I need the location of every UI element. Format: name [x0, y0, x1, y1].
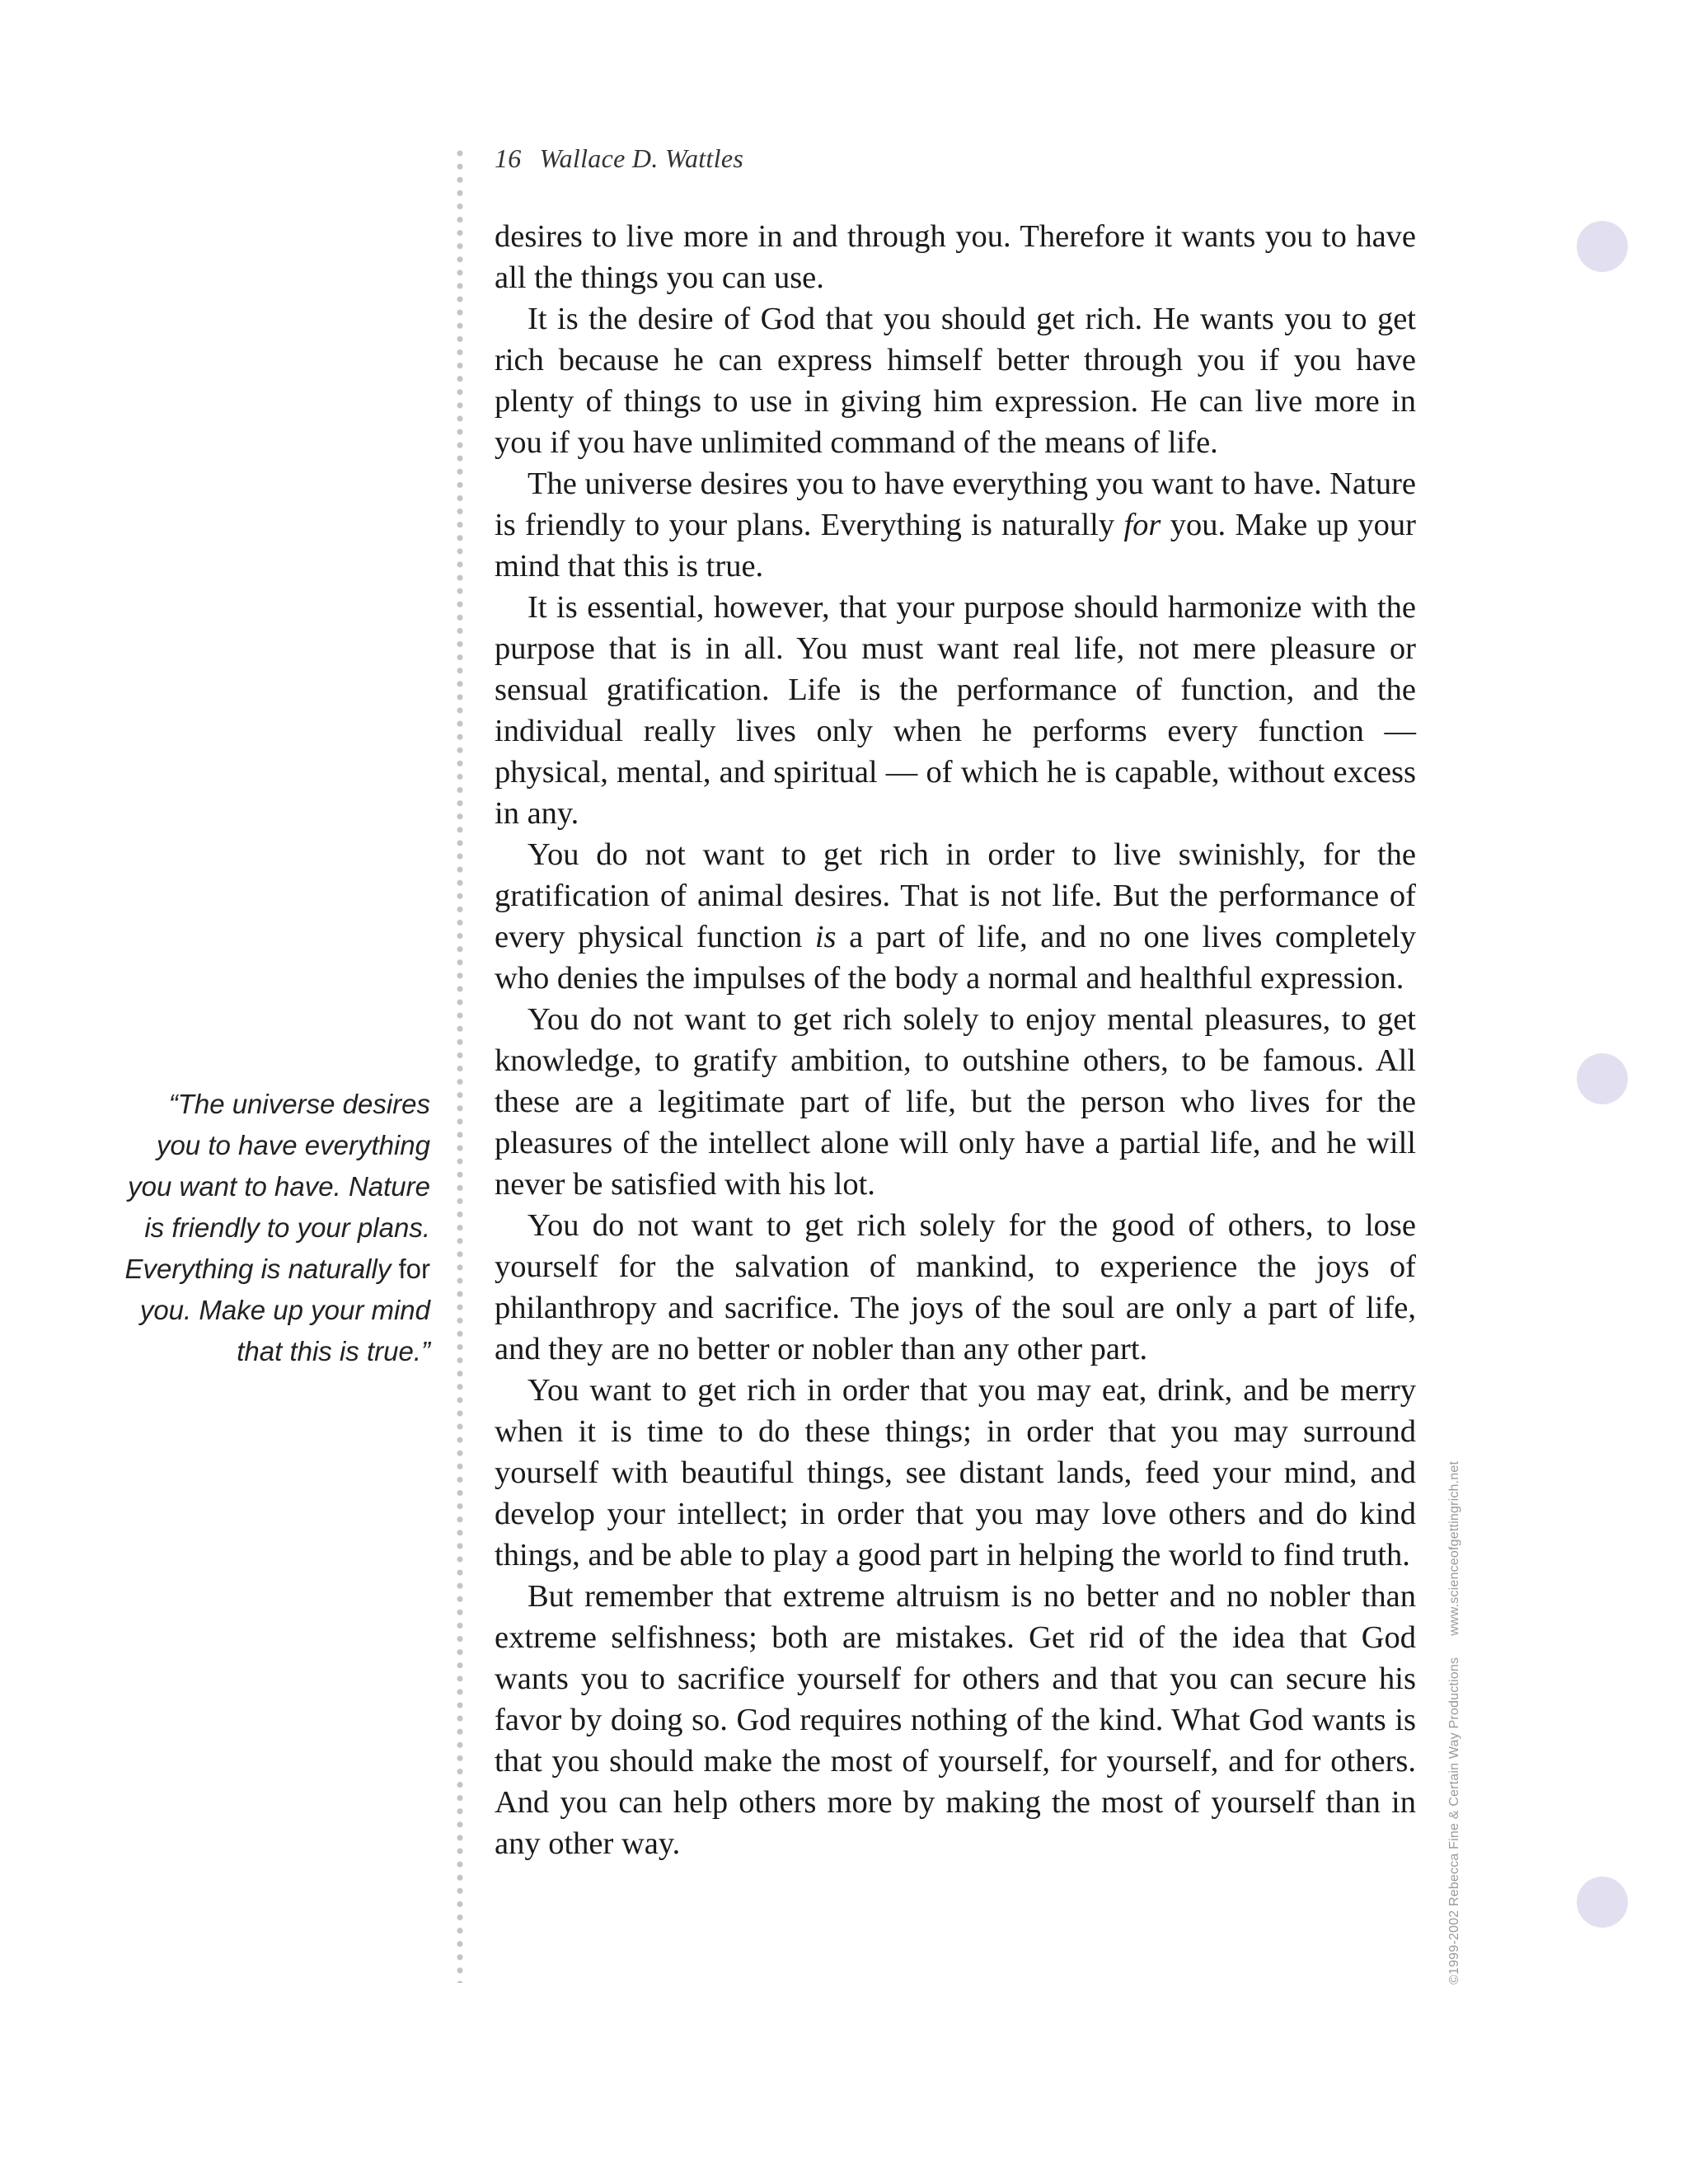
paragraph-text: a part of life, and no one lives completely who denies the impulses of the body a normal and healthful expression.	[495, 920, 1416, 996]
pull-quote-emphasis: for	[398, 1254, 430, 1284]
binder-hole-top	[1577, 221, 1628, 272]
emphasis-text: is	[814, 920, 837, 954]
running-header-author: Wallace D. Wattles	[539, 143, 744, 173]
paragraph-text: desires to live more in and through you. Therefore it wants you to have all the things you can use.	[495, 219, 1416, 295]
pull-quote-text-start: “The universe desires you to have everything you want to have. Nature is friendly to your plans. Everything is naturally	[124, 1089, 430, 1284]
body-paragraph	[495, 834, 1416, 999]
binder-hole-bottom	[1577, 1877, 1628, 1928]
paragraph-text: The universe desires you to have everything you want to have. Nature is friendly to your plans. Everything is naturally	[495, 466, 1416, 542]
copyright-vertical	[1447, 1461, 1462, 1985]
running-header	[495, 143, 743, 174]
binder-hole-middle	[1577, 1053, 1628, 1104]
pull-quote-text-end: you. Make up your mind that this is true.”	[139, 1295, 430, 1366]
body-paragraph	[495, 587, 1416, 834]
body-paragraph	[495, 1370, 1416, 1576]
paragraph-text: It is essential, however, that your purpose should harmonize with the purpose that is in all. You must want real life, not mere pleasure or sensual gratification. Life is the performance of function, and the individual really lives only when he performs every function — physical, mental, and spiritual — of which he is capable, without excess in any.	[495, 590, 1416, 831]
paragraph-text: But remember that extreme altruism is no better and no nobler than extreme selfishness; both are mistakes. Get rid of the idea that God wants you to sacrifice yourself for others and that you can secure his favor by doing so. God requires nothing of the kind. What God wants is that you should make the most of yourself, for yourself, and for others. And you can help others more by making the most of yourself than in any other way.	[495, 1579, 1416, 1861]
paragraph-text: you. Make up your mind that this is true.	[495, 508, 1416, 583]
body-paragraph	[495, 1576, 1416, 1864]
emphasis-text: for	[1123, 508, 1161, 542]
paragraph-text: It is the desire of God that you should get rich. He wants you to get rich because he can express himself better through you if you have plenty of things to use in giving him expression. He can live more in you if you have unlimited command of the means of life.	[495, 302, 1416, 460]
pull-quote	[124, 1084, 430, 1372]
body-paragraph	[495, 298, 1416, 463]
body-paragraph	[495, 999, 1416, 1205]
body-paragraph	[495, 1205, 1416, 1370]
margin-dotted-rule	[457, 147, 463, 1983]
paragraph-text: You want to get rich in order that you may eat, drink, and be merry when it is time to do these things; in order that you may surround yourself with beautiful things, see distant lands, feed your mind, and develop your intellect; in order that you may love others and do kind things, and be able to play a good part in helping the world to find truth.	[495, 1373, 1416, 1572]
copyright-url: www.scienceofgettingrich.net	[1447, 1460, 1461, 1636]
body-text	[495, 216, 1416, 1864]
paragraph-text: You do not want to get rich solely to enjoy mental pleasures, to get knowledge, to gratify ambition, to outshine others, to be famous. All these are a legitimate part of life, but the person who lives for the pleasures of the intellect alone will only have a partial life, and he will never be satisfied with his lot.	[495, 1002, 1416, 1202]
page-number: 16	[495, 143, 522, 173]
copyright-notice: ©1999-2002 Rebecca Fine & Certain Way Productions	[1447, 1657, 1461, 1985]
body-paragraph	[495, 216, 1416, 298]
paragraph-text: You do not want to get rich in order to live swinishly, for the gratification of animal desires. That is not life. But the performance of every physical function	[495, 837, 1416, 954]
paragraph-text: You do not want to get rich solely for the good of others, to lose yourself for the salvation of mankind, to experience the joys of philanthropy and sacrifice. The joys of the soul are only a part of life, and they are no better or nobler than any other part.	[495, 1208, 1416, 1366]
body-paragraph	[495, 463, 1416, 587]
